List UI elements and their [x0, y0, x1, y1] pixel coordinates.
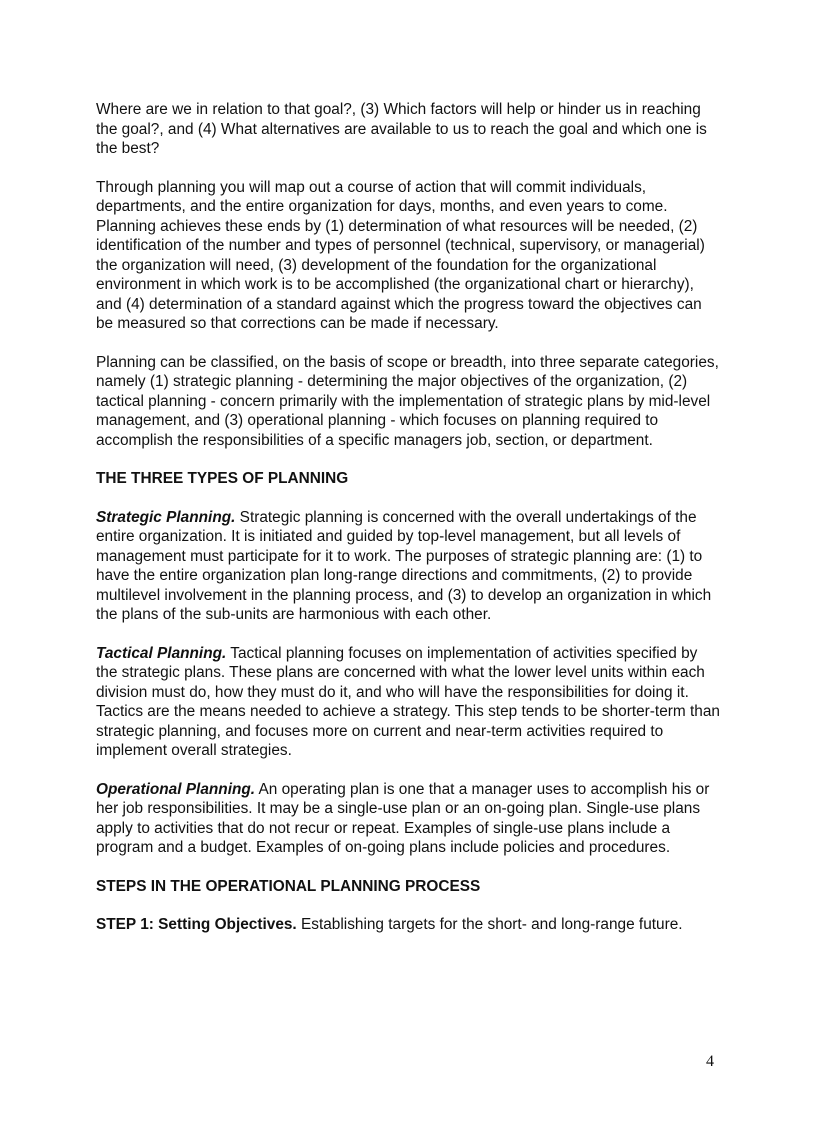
paragraph-step-1: [96, 915, 720, 935]
term-tactical-planning: Tactical Planning.: [96, 644, 227, 662]
paragraph-planning-ends: Through planning you will map out a course of action that will commit individuals, departments, and the entire organization for days, months, and even years to come. Planning achieves these ends by (1) determination of what resources will be needed, (2) identification of the number and types of personnel (technical, supervisory, or managerial) the organization will need, (3) development of the foundation for the organizational environment in which work is to be accomplished (the organizational chart or hierarchy), and (4) determination of a standard against which the progress toward the objectives can be measured so that corrections can be made if necessary.: [96, 178, 705, 332]
term-strategic-planning: Strategic Planning.: [96, 508, 236, 526]
paragraph-operational-planning: [96, 780, 720, 858]
heading-three-types: THE THREE TYPES OF PLANNING: [96, 470, 349, 487]
text-operational-planning: An operating plan is one that a manager uses to accomplish his or her job responsibilities. It may be a single-use plan or an on-going plan. Single-use plans apply to activities that do not recur or repeat. Examples of single-use plans include a program and a budget. Examples of on-going plans include policies and procedures.: [96, 780, 710, 856]
term-operational-planning: Operational Planning.: [96, 780, 256, 798]
paragraph-planning-classification: Planning can be classified, on the basis of scope or breadth, into three separate categories, namely (1) strategic planning - determining the major objectives of the organization, (2) tactical planning - concern primarily with the implementation of strategic plans by mid-level management, and (3) operational planning - which focuses on planning required to accomplish the responsibilities of a specific managers job, section, or department.: [96, 353, 719, 449]
heading-operational-steps: STEPS IN THE OPERATIONAL PLANNING PROCESS: [96, 877, 481, 895]
paragraph-tactical-planning: [96, 644, 720, 761]
page-number: 4: [706, 1053, 714, 1070]
paragraph-planning-questions: Where are we in relation to that goal?, (3) Which factors will help or hinder us in reaching the goal?, and (4) What alternatives are available to us to reach the goal and which one is the best?: [96, 101, 707, 157]
step-1-text: Establishing targets for the short- and long-range future.: [296, 916, 683, 933]
text-strategic-planning: Strategic planning is concerned with the overall undertakings of the entire organization. It is initiated and guided by top-level management, but all levels of management must participate for it to work. The purposes of strategic planning are: (1) to have the entire organization plan long-range directions and commitments, (2) to provide multilevel involvement in the planning process, and (3) to develop an organization in which the plans of the sub-units are harmonious with each other.: [96, 508, 712, 623]
step-1-label: STEP 1: Setting Objectives.: [96, 916, 297, 933]
document-page: [96, 100, 720, 954]
paragraph-strategic-planning: [96, 508, 720, 625]
text-tactical-planning: Tactical planning focuses on implementation of activities specified by the strategic plans. These plans are concerned with what the lower level units within each division must do, how they must do it, and who will have the responsibilities for doing it. Tactics are the means needed to achieve a strategy. This step tends to be shorter-term than strategic planning, and focuses more on current and near-term activities required to implement overall strategies.: [96, 644, 720, 759]
